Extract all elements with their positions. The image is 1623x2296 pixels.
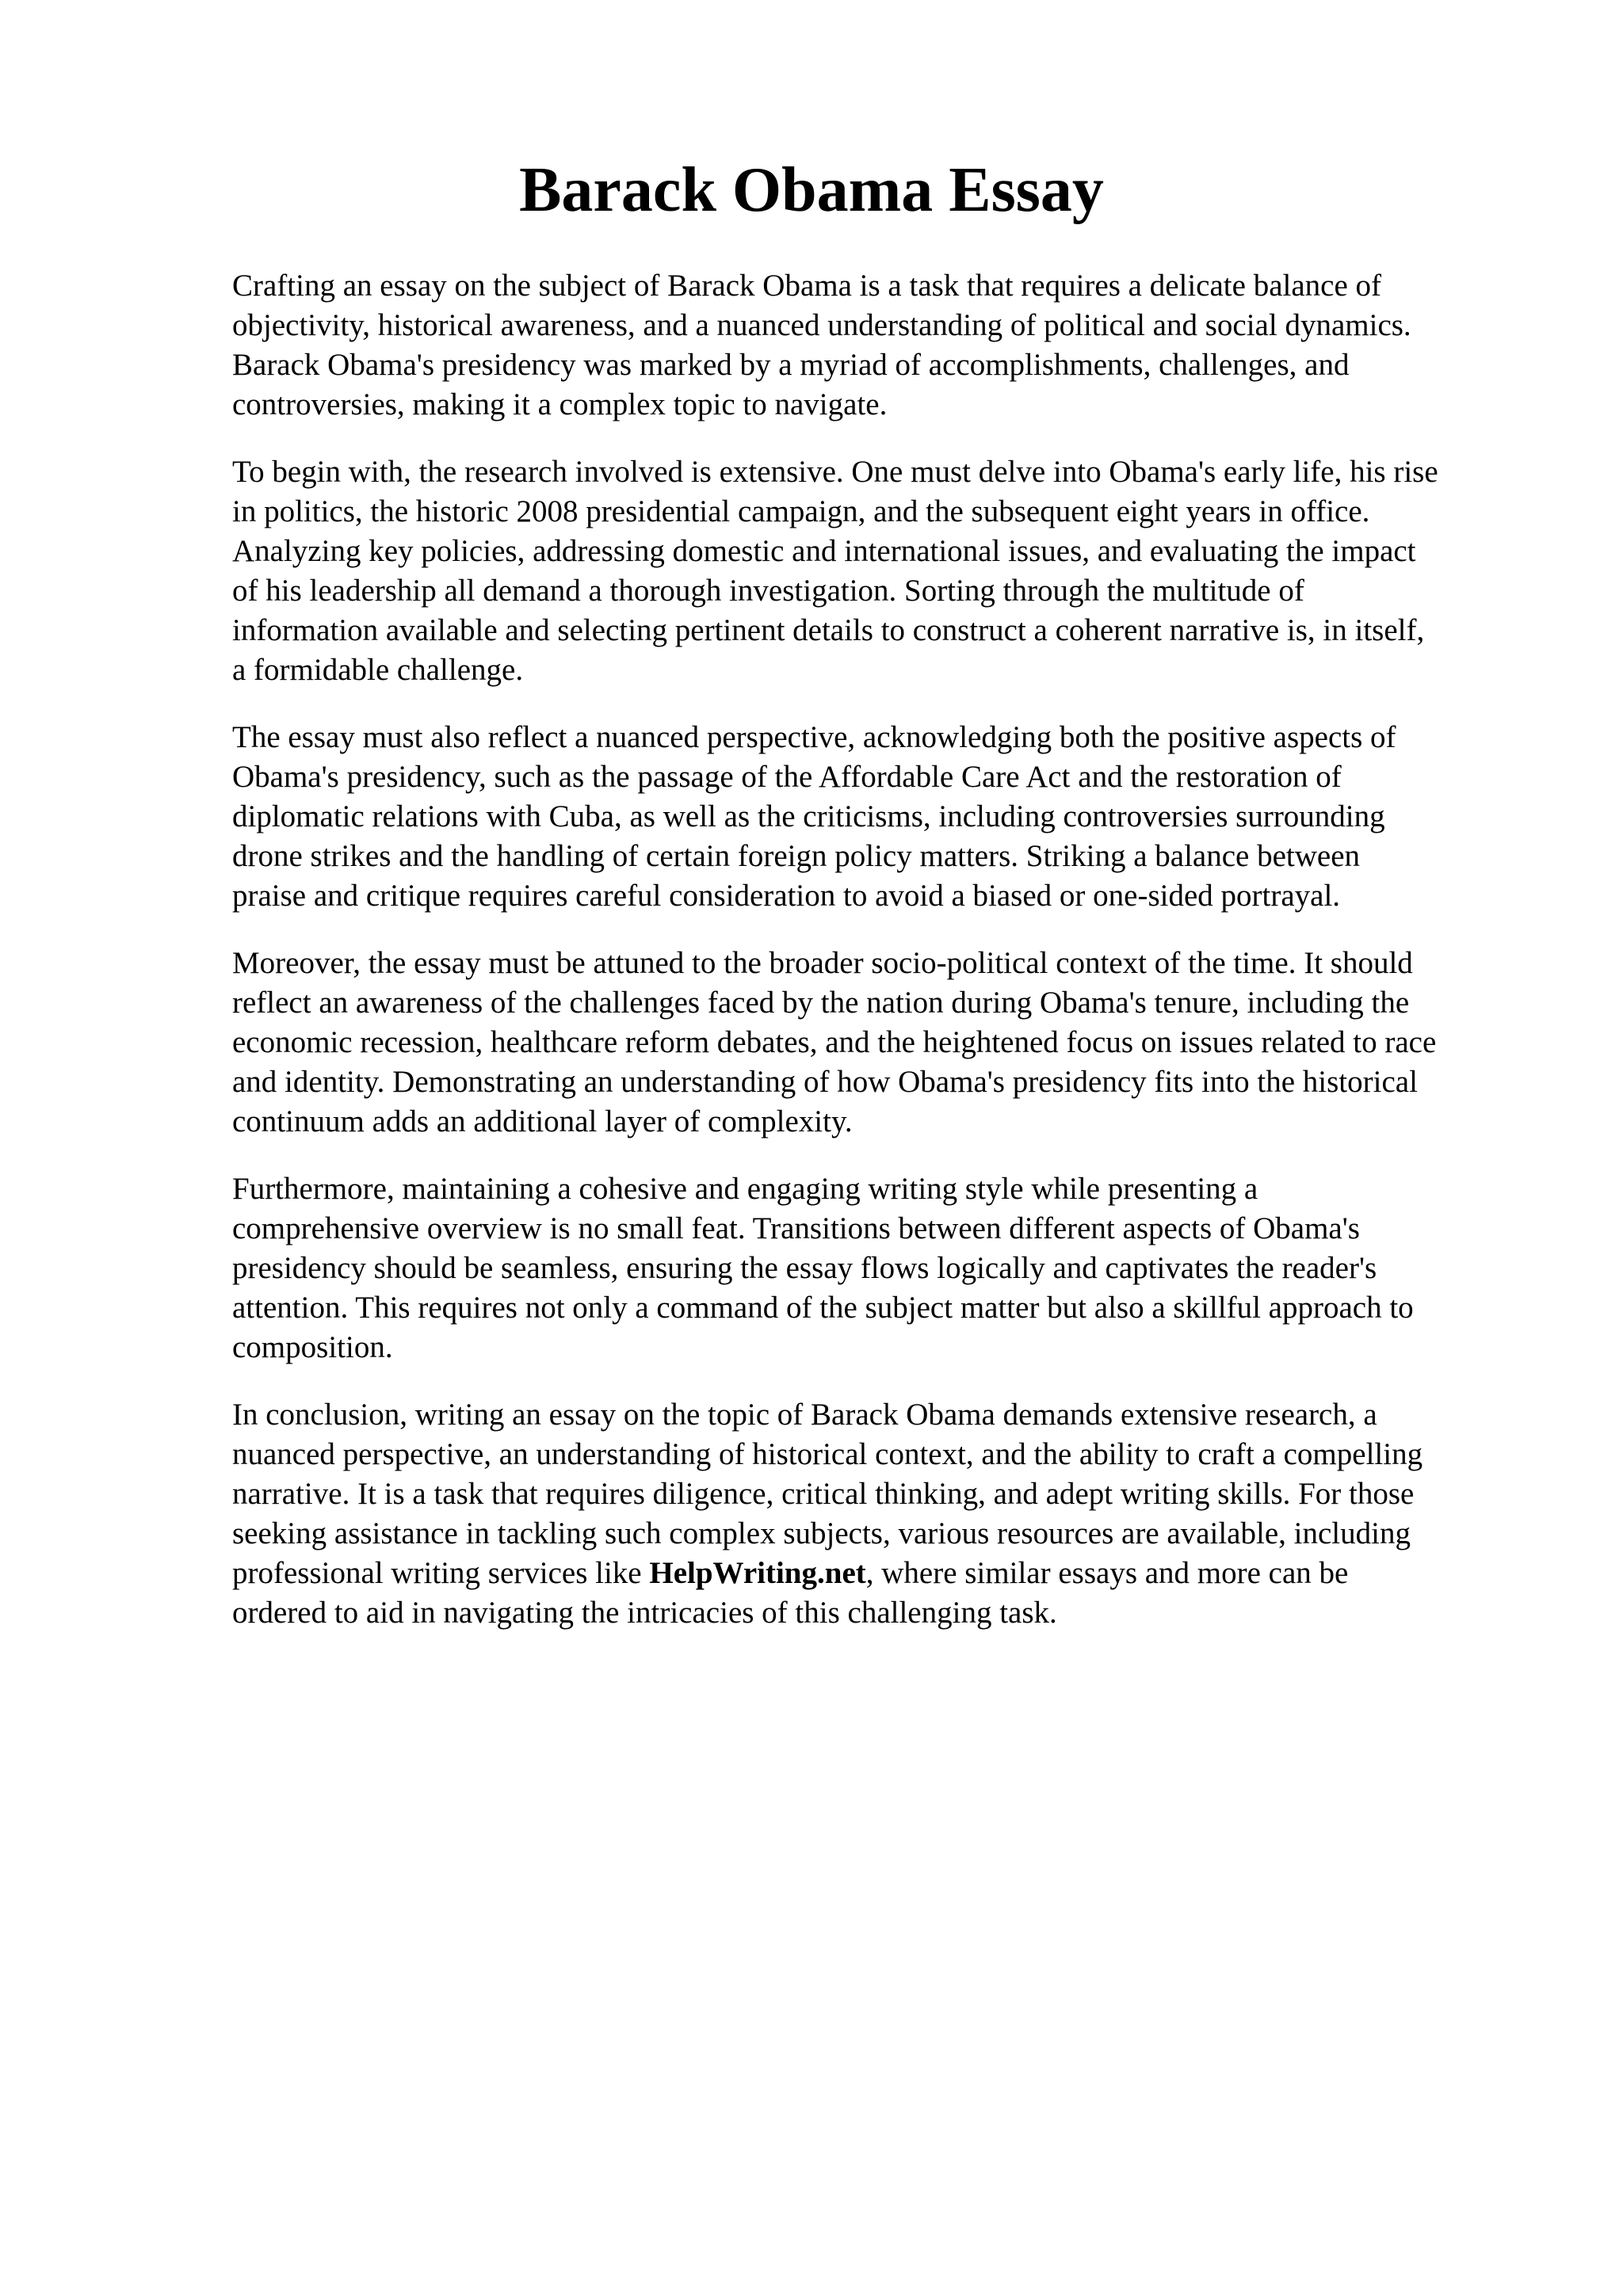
paragraph-research: [232, 452, 1532, 690]
paragraph-line: comprehensive overview is no small feat. Transitions between different aspects of Obama's: [232, 1211, 1360, 1245]
link-line-prefix: professional writing services like: [232, 1556, 650, 1590]
essay-title: Barack Obama Essay: [519, 155, 1104, 225]
paragraph-line-with-link: [232, 1554, 1532, 1593]
paragraph-line: economic recession, healthcare reform debates, and the heightened focus on issues related to race: [232, 1025, 1437, 1059]
paragraph-line: nuanced perspective, an understanding of historical context, and the ability to craft a compelling: [232, 1437, 1423, 1471]
paragraph-line: diplomatic relations with Cuba, as well as the criticisms, including controversies surrounding: [232, 799, 1385, 833]
paragraph-line: controversies, making it a complex topic to navigate.: [232, 387, 888, 421]
paragraph-conclusion: [232, 1395, 1532, 1633]
paragraph-line: composition.: [232, 1330, 393, 1364]
paragraph-line: The essay must also reflect a nuanced perspective, acknowledging both the positive aspects of: [232, 720, 1396, 754]
paragraph-line: and identity. Demonstrating an understanding of how Obama's presidency fits into the historical: [232, 1065, 1418, 1099]
helpwriting-link[interactable]: HelpWriting.net: [649, 1556, 866, 1590]
paragraph-line: reflect an awareness of the challenges faced by the nation during Obama's tenure, including the: [232, 986, 1410, 1020]
paragraph-line: seeking assistance in tackling such complex subjects, various resources are available, including: [232, 1516, 1411, 1550]
paragraph-line: Analyzing key policies, addressing domestic and international issues, and evaluating the impact: [232, 534, 1416, 568]
paragraph-line: narrative. It is a task that requires diligence, critical thinking, and adept writing skills. For those: [232, 1477, 1415, 1511]
essay-body: [232, 266, 1532, 1661]
paragraph-line: attention. This requires not only a command of the subject matter but also a skillful approach to: [232, 1291, 1414, 1325]
paragraph-line: presidency should be seamless, ensuring the essay flows logically and captivates the reader's: [232, 1251, 1377, 1285]
paragraph-line: To begin with, the research involved is extensive. One must delve into Obama's early life, his rise: [232, 455, 1438, 489]
paragraph-context: [232, 944, 1532, 1142]
paragraph-line: information available and selecting pertinent details to construct a coherent narrative is, in itself,: [232, 613, 1425, 647]
paragraph-perspective: [232, 718, 1532, 916]
paragraph-line: ordered to aid in navigating the intricacies of this challenging task.: [232, 1596, 1057, 1630]
paragraph-line: Moreover, the essay must be attuned to the broader socio-political context of the time. It should: [232, 946, 1413, 980]
paragraph-line: in politics, the historic 2008 presidential campaign, and the subsequent eight years in office.: [232, 494, 1370, 528]
paragraph-style: [232, 1169, 1532, 1367]
paragraph-line: In conclusion, writing an essay on the topic of Barack Obama demands extensive research, a: [232, 1398, 1377, 1432]
paragraph-line: Furthermore, maintaining a cohesive and engaging writing style while presenting a: [232, 1172, 1258, 1206]
paragraph-line: praise and critique requires careful consideration to avoid a biased or one-sided portrayal.: [232, 879, 1341, 913]
paragraph-line: Obama's presidency, such as the passage of the Affordable Care Act and the restoration of: [232, 760, 1342, 794]
link-line-suffix: , where similar essays and more can be: [865, 1556, 1349, 1590]
paragraph-line: continuum adds an additional layer of complexity.: [232, 1104, 853, 1138]
paragraph-line: of his leadership all demand a thorough investigation. Sorting through the multitude of: [232, 574, 1304, 608]
paragraph-line: a formidable challenge.: [232, 653, 524, 687]
paragraph-line: Barack Obama's presidency was marked by a myriad of accomplishments, challenges, and: [232, 348, 1350, 382]
paragraph-line: Crafting an essay on the subject of Barack Obama is a task that requires a delicate balance of: [232, 269, 1382, 303]
paragraph-intro: [232, 266, 1532, 425]
paragraph-line: drone strikes and the handling of certain foreign policy matters. Striking a balance between: [232, 839, 1361, 873]
paragraph-line: objectivity, historical awareness, and a nuanced understanding of political and social dynamics.: [232, 308, 1411, 342]
